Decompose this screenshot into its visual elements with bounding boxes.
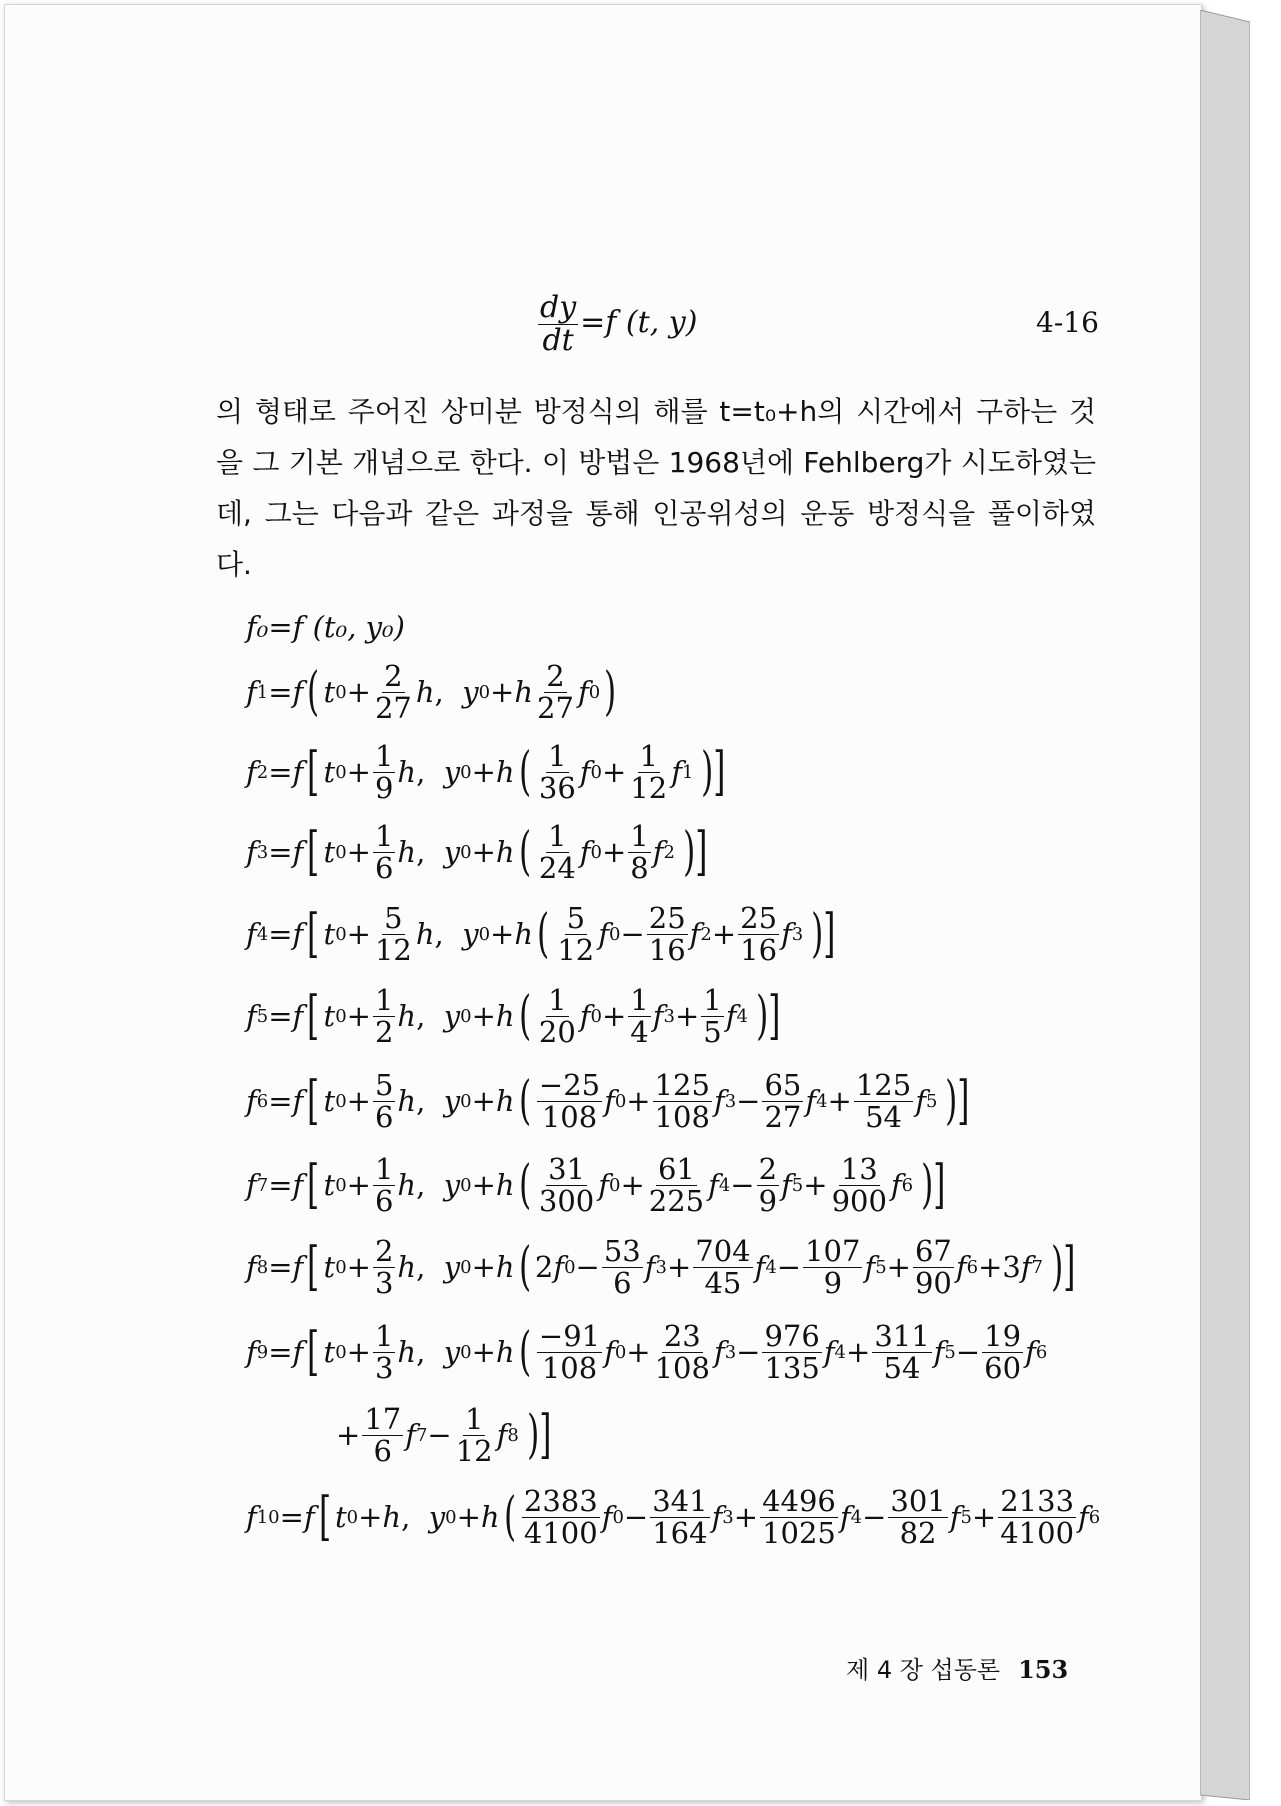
formula-f7: f 7 = f [ t 0 + $\frac{1}{6}$ h , y 0 + h ( $\frac{31}{300}$ f 0 + $\frac{61}{225}$ f 4 − $\frac{2}{9}$ f 5 + $\frac{13}{900}$ f 6 )]	[246, 1152, 946, 1218]
book-edge-shading	[1200, 10, 1250, 1800]
formula-f10: f 10 = f [ t 0 + h , y 0 + h ( $\frac{2383}{4100}$ f 0 − $\frac{341}{164}$ f 3 + $\frac{4496}{1025}$ f 4 − $\frac{301}{82}$ f 5 + $\frac{2133}{4100}$ f 6	[246, 1484, 1101, 1550]
formula-f3: f 3 = f [ t 0 + $\frac{1}{6}$ h , y 0 + h ( $\frac{1}{24}$ f 0 + $\frac{1}{8}$ f 2 )]	[246, 819, 708, 885]
equation-number: 4-16	[1036, 306, 1099, 339]
formula-f9: f 9 = f [ t 0 + $\frac{1}{3}$ h , y 0 + h ( $\frac{-91}{108}$ f 0 + $\frac{23}{108}$ f 3 − $\frac{976}{135}$ f 4 + $\frac{311}{54}$ f 5 − $\frac{19}{60}$ f 6	[246, 1319, 1048, 1385]
formula-f1: f 1 = f ( t 0 + $\frac{2}{27}$ h , y 0 + h $\frac{2}{27}$ f 0 )	[246, 659, 617, 725]
formula-f0: f₀=f (t₀, y₀)	[246, 610, 405, 644]
formula-f9-cont: + $\frac{17}{6}$ f 7 − $\frac{1}{12}$ f 8 )]	[336, 1402, 552, 1468]
formula-f5: f 5 = f [ t 0 + $\frac{1}{2}$ h , y 0 + h ( $\frac{1}{20}$ f 0 + $\frac{1}{4}$ f 3 + $\frac{1}{5}$ f 4 )]	[246, 983, 781, 1049]
equation-4-16: $\frac{dy}{dt}$ =f (t, y)	[540, 290, 698, 358]
body-paragraph: 의 형태로 주어진 상미분 방정식의 해를 t=t₀+h의 시간에서 구하는 것을 그 기본 개념으로 한다. 이 방법은 1968년에 Fehlberg가 시도하였는데, 그는 다음과 같은 과정을 통해 인공위성의 운동 방정식을 풀이하였다.	[216, 395, 1096, 581]
page-number: 153	[1018, 1655, 1069, 1684]
formula-f2: f 2 = f [ t 0 + $\frac{1}{9}$ h , y 0 + h ( $\frac{1}{36}$ f 0 + $\frac{1}{12}$ f 1 )]	[246, 739, 726, 805]
formula-f8: f 8 = f [ t 0 + $\frac{2}{3}$ h , y 0 + h ( 2 f 0 − $\frac{53}{6}$ f 3 + $\frac{704}{45}$ f 4 − $\frac{107}{9}$ f 5 + $\frac{67}{90}$ f 6 +3 f 7 )]	[246, 1234, 1076, 1300]
formula-f6: f 6 = f [ t 0 + $\frac{5}{6}$ h , y 0 + h ( $\frac{-25}{108}$ f 0 + $\frac{125}{108}$ f 3 − $\frac{65}{27}$ f 4 + $\frac{125}{54}$ f 5 )]	[246, 1068, 970, 1134]
formula-f4: f 4 = f [ t 0 + $\frac{5}{12}$ h , y 0 + h ( $\frac{5}{12}$ f 0 − $\frac{25}{16}$ f 2 + $\frac{25}{16}$ f 3 )]	[246, 901, 836, 967]
chapter-title: 제 4 장 섭동론	[846, 1656, 1001, 1684]
page-footer	[846, 1650, 1068, 1685]
